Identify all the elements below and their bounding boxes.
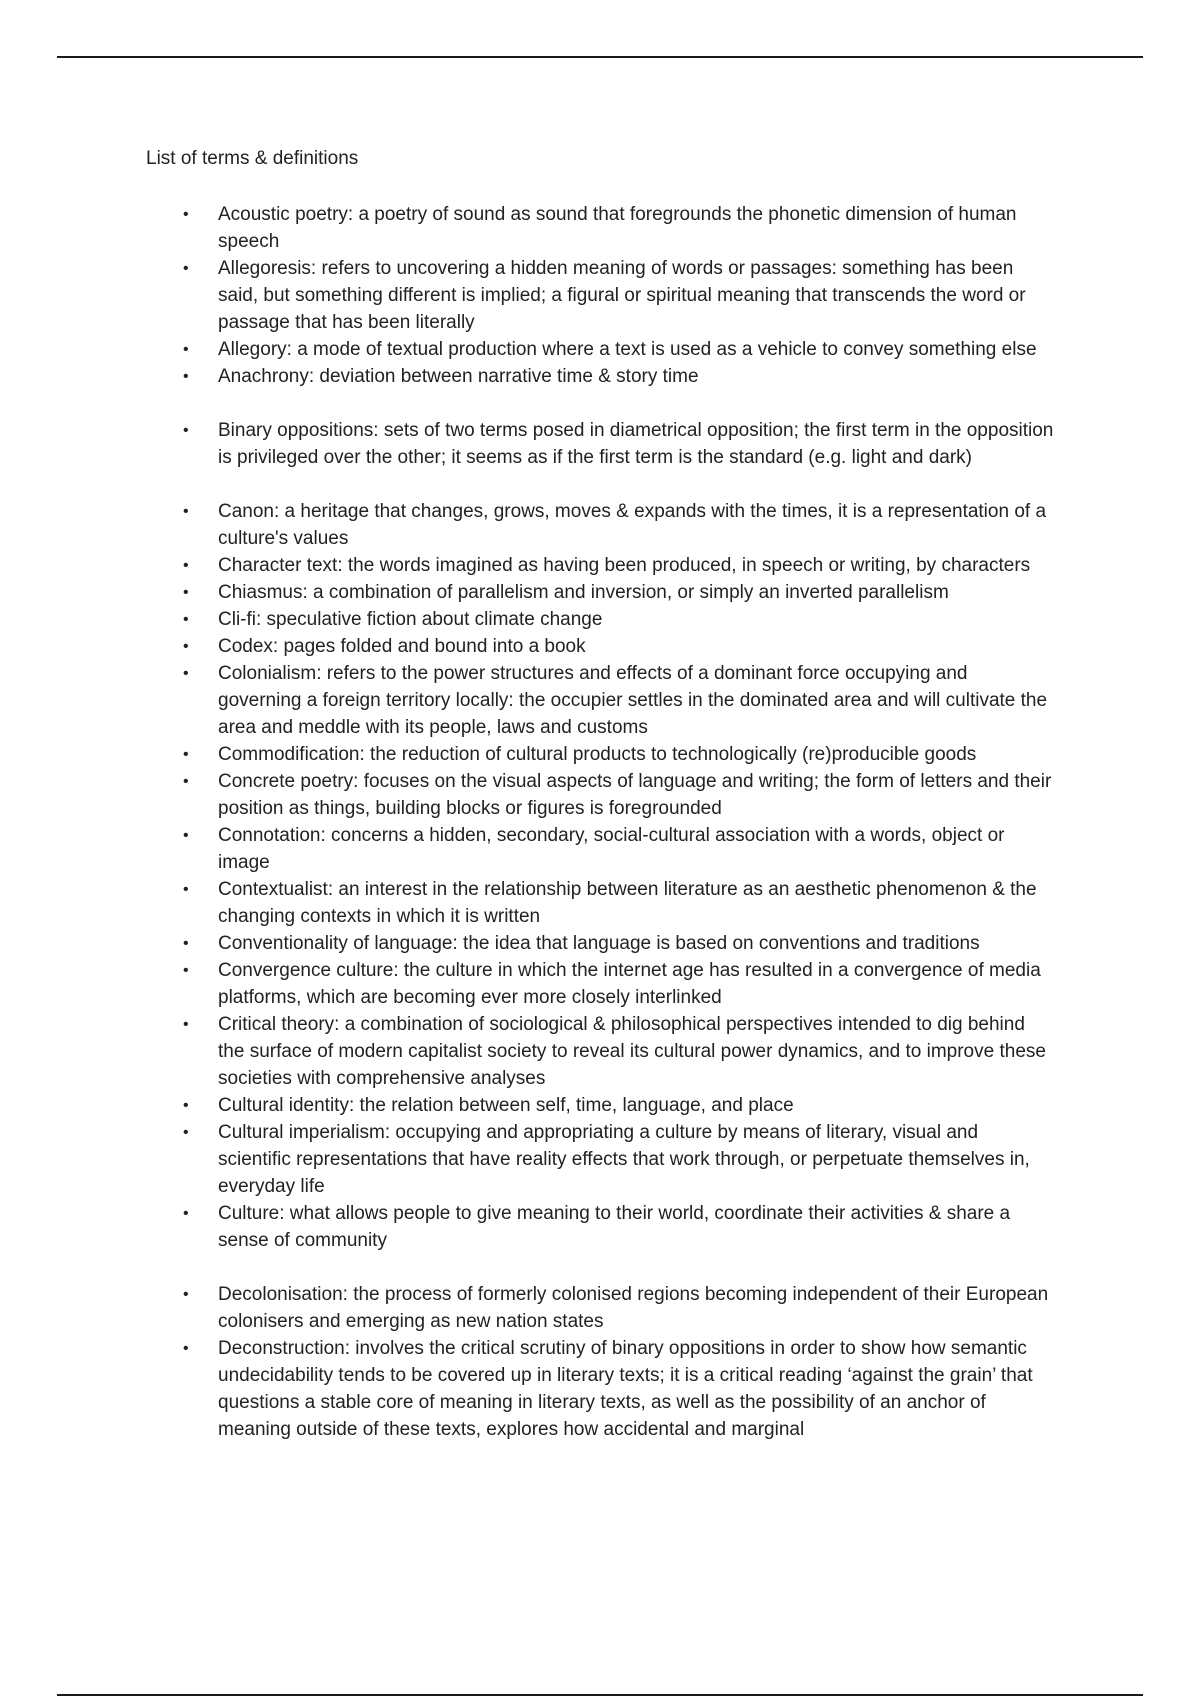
term-definition: Commodification: the reduction of cultural products to technologically (re)producible goods — [218, 744, 977, 765]
bullet-icon: • — [183, 503, 189, 520]
term-definition: Concrete poetry: focuses on the visual aspects of language and writing; the form of letters and their position as things, building blocks or figures is foregrounded — [218, 771, 1052, 819]
list-item — [0, 633, 1056, 660]
list-item — [0, 606, 1056, 633]
term-definition: Colonialism: refers to the power structures and effects of a dominant force occupying and governing a foreign territory locally: the occupier settles in the dominated area and will cultivate the area and meddle with its people, laws and customs — [218, 663, 1048, 738]
bullet-icon: • — [183, 206, 189, 223]
term-definition: Allegory: a mode of textual production where a text is used as a vehicle to convey something else — [218, 339, 1037, 360]
terms-list — [0, 201, 1200, 1470]
bullet-icon: • — [183, 665, 189, 682]
term-definition: Codex: pages folded and bound into a book — [218, 636, 586, 657]
list-item — [0, 1281, 1056, 1335]
bullet-icon: • — [183, 557, 189, 574]
bullet-icon: • — [183, 1124, 189, 1141]
term-definition: Binary oppositions: sets of two terms posed in diametrical opposition; the first term in the opposition is privileged over the other; it seems as if the first term is the standard (e.g. light and dark) — [218, 420, 1054, 468]
list-item — [0, 417, 1056, 471]
header-rule — [57, 56, 1143, 58]
list-item — [0, 768, 1056, 822]
bullet-icon: • — [183, 341, 189, 358]
term-group — [0, 417, 1200, 471]
term-group — [0, 201, 1200, 390]
list-item — [0, 336, 1056, 363]
bullet-icon: • — [183, 1016, 189, 1033]
term-definition: Anachrony: deviation between narrative time & story time — [218, 366, 699, 387]
bullet-icon: • — [183, 881, 189, 898]
list-item — [0, 552, 1056, 579]
term-group — [0, 1281, 1200, 1443]
list-item — [0, 498, 1056, 552]
term-definition: Conventionality of language: the idea that language is based on conventions and traditions — [218, 933, 980, 954]
term-definition: Connotation: concerns a hidden, secondary, social-cultural association with a words, object or image — [218, 825, 1005, 873]
list-item — [0, 822, 1056, 876]
list-item — [0, 957, 1056, 1011]
term-definition: Critical theory: a combination of sociological & philosophical perspectives intended to dig behind the surface of modern capitalist society to reveal its cultural power dynamics, and to improve these societies with comprehensive analyses — [218, 1014, 1046, 1089]
bullet-icon: • — [183, 1205, 189, 1222]
term-definition: Cultural imperialism: occupying and appropriating a culture by means of literary, visual and scientific representations that have reality effects that work through, or perpetuate themselves in, everyday life — [218, 1122, 1030, 1197]
bullet-icon: • — [183, 827, 189, 844]
bullet-icon: • — [183, 422, 189, 439]
term-definition: Character text: the words imagined as having been produced, in speech or writing, by characters — [218, 555, 1031, 576]
term-definition: Cli-fi: speculative fiction about climate change — [218, 609, 603, 630]
list-item — [0, 579, 1056, 606]
term-definition: Deconstruction: involves the critical scrutiny of binary oppositions in order to show how semantic undecidability tends to be covered up in literary texts; it is a critical reading ‘against the grain’ that questions a stable core of meaning in literary texts, as well as the possibility of an anchor of meaning outside of these texts, explores how accidental and marginal — [218, 1338, 1033, 1440]
term-group — [0, 498, 1200, 1254]
bullet-icon: • — [183, 260, 189, 277]
bullet-icon: • — [183, 746, 189, 763]
bullet-icon: • — [183, 611, 189, 628]
bullet-icon: • — [183, 1286, 189, 1303]
term-definition: Culture: what allows people to give meaning to their world, coordinate their activities & share a sense of community — [218, 1203, 1011, 1251]
bullet-icon: • — [183, 1097, 189, 1114]
list-item — [0, 1011, 1056, 1092]
term-definition: Decolonisation: the process of formerly colonised regions becoming independent of their European colonisers and emerging as new nation states — [218, 1284, 1049, 1332]
bullet-icon: • — [183, 773, 189, 790]
bullet-icon: • — [183, 368, 189, 385]
list-item — [0, 201, 1056, 255]
list-item — [0, 930, 1056, 957]
term-definition: Cultural identity: the relation between self, time, language, and place — [218, 1095, 794, 1116]
bullet-icon: • — [183, 1340, 189, 1357]
term-definition: Contextualist: an interest in the relationship between literature as an aesthetic phenomenon & the changing contexts in which it is written — [218, 879, 1037, 927]
bullet-icon: • — [183, 638, 189, 655]
list-item — [0, 1200, 1056, 1254]
footer-rule — [57, 1694, 1143, 1696]
term-definition: Chiasmus: a combination of parallelism and inversion, or simply an inverted parallelism — [218, 582, 949, 603]
page-title: List of terms & definitions — [146, 148, 359, 169]
list-item — [0, 741, 1056, 768]
bullet-icon: • — [183, 962, 189, 979]
list-item — [0, 1335, 1056, 1443]
bullet-icon: • — [183, 584, 189, 601]
bullet-icon: • — [183, 935, 189, 952]
term-definition: Convergence culture: the culture in which the internet age has resulted in a convergence of media platforms, which are becoming ever more closely interlinked — [218, 960, 1041, 1008]
term-definition: Allegoresis: refers to uncovering a hidden meaning of words or passages: something has been said, but something different is implied; a figural or spiritual meaning that transcends the word or passage that has been literally — [218, 258, 1026, 333]
term-definition: Canon: a heritage that changes, grows, moves & expands with the times, it is a representation of a culture's values — [218, 501, 1047, 549]
list-item — [0, 363, 1056, 390]
list-item — [0, 1092, 1056, 1119]
list-item — [0, 255, 1056, 336]
list-item — [0, 876, 1056, 930]
list-item — [0, 1119, 1056, 1200]
term-definition: Acoustic poetry: a poetry of sound as sound that foregrounds the phonetic dimension of human speech — [218, 204, 1017, 252]
list-item — [0, 660, 1056, 741]
